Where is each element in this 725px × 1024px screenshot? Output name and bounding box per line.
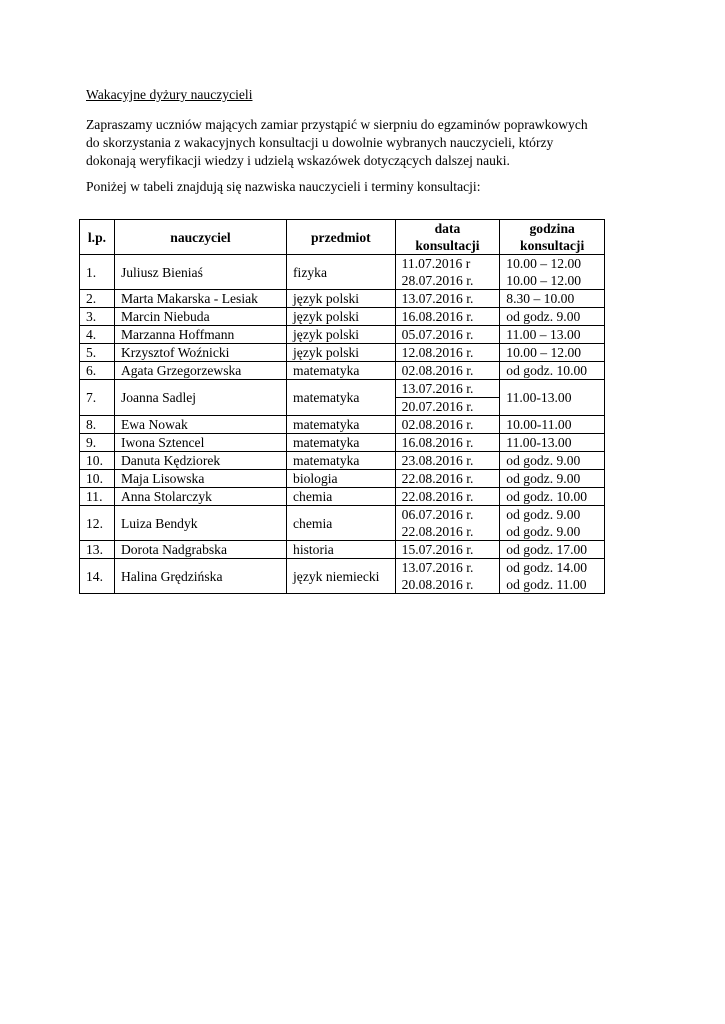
table-row <box>80 380 605 416</box>
cell-hour: od godz. 10.00 <box>500 362 605 380</box>
cell-hour-line: 10.00 – 12.00 <box>506 256 582 271</box>
cell-teacher: Anna Stolarczyk <box>114 488 286 506</box>
cell-date: 05.07.2016 r. <box>395 326 500 344</box>
cell-hour-line: od godz. 11.00 <box>506 577 587 592</box>
cell-teacher: Maja Lisowska <box>114 470 286 488</box>
table-row <box>80 308 605 326</box>
cell-subject: język polski <box>287 308 396 326</box>
cell-hour-line: od godz. 14.00 <box>506 560 588 575</box>
cell-lp: 1. <box>80 255 115 290</box>
cell-lp: 10. <box>80 470 115 488</box>
header-hour-line2: konsultacji <box>520 238 585 253</box>
cell-date: 22.08.2016 r. <box>395 470 500 488</box>
paragraph-line: dokonają weryfikacji wiedzy i udzielą wskazówek dotyczących dalszej nauki. <box>86 153 510 168</box>
table-row <box>80 416 605 434</box>
cell-lp: 14. <box>80 559 115 594</box>
cell-date <box>395 559 500 594</box>
cell-date <box>395 255 500 290</box>
cell-teacher: Krzysztof Woźnicki <box>114 344 286 362</box>
table-row <box>80 506 605 541</box>
cell-teacher: Agata Grzegorzewska <box>114 362 286 380</box>
cell-subject: język polski <box>287 326 396 344</box>
table-intro: Poniżej w tabeli znajdują się nazwiska nauczycieli i terminy konsultacji: <box>86 179 481 194</box>
cell-subject: matematyka <box>287 416 396 434</box>
cell-date: 22.08.2016 r. <box>395 488 500 506</box>
table-row <box>80 452 605 470</box>
cell-lp: 4. <box>80 326 115 344</box>
cell-teacher: Marcin Niebuda <box>114 308 286 326</box>
table-row <box>80 470 605 488</box>
cell-hour <box>500 559 605 594</box>
cell-lp: 8. <box>80 416 115 434</box>
cell-hour: 11.00 – 13.00 <box>500 326 605 344</box>
cell-lp: 2. <box>80 290 115 308</box>
cell-hour: od godz. 17.00 <box>500 541 605 559</box>
cell-date <box>395 506 500 541</box>
cell-teacher: Ewa Nowak <box>114 416 286 434</box>
document-title: Wakacyjne dyżury nauczycieli <box>86 87 253 102</box>
cell-date: 16.08.2016 r. <box>395 434 500 452</box>
paragraph-line: Zapraszamy uczniów mających zamiar przystąpić w sierpniu do egzaminów poprawkowych <box>86 117 588 132</box>
cell-lp: 11. <box>80 488 115 506</box>
cell-date-line: 28.07.2016 r. <box>401 273 474 288</box>
header-subject: przedmiot <box>287 220 396 255</box>
cell-date-line: 13.07.2016 r. <box>401 560 474 575</box>
cell-date: 12.08.2016 r. <box>395 344 500 362</box>
cell-hour: od godz. 9.00 <box>500 470 605 488</box>
cell-hour: 10.00 – 12.00 <box>500 344 605 362</box>
cell-subject: matematyka <box>287 362 396 380</box>
cell-subject: fizyka <box>287 255 396 290</box>
cell-teacher: Iwona Sztencel <box>114 434 286 452</box>
cell-hour: od godz. 9.00 <box>500 308 605 326</box>
cell-date: 16.08.2016 r. <box>395 308 500 326</box>
cell-date-line: 13.07.2016 r. <box>396 380 500 398</box>
cell-date <box>395 380 500 416</box>
cell-subject: historia <box>287 541 396 559</box>
schedule-table <box>79 219 605 594</box>
intro-paragraph <box>86 116 646 170</box>
table-row <box>80 541 605 559</box>
cell-teacher: Joanna Sadlej <box>114 380 286 416</box>
cell-date: 23.08.2016 r. <box>395 452 500 470</box>
cell-date-line: 11.07.2016 r <box>401 256 471 271</box>
cell-hour-line: od godz. 9.00 <box>506 524 581 539</box>
cell-date-line: 20.07.2016 r. <box>401 399 474 414</box>
cell-subject: matematyka <box>287 452 396 470</box>
cell-subject: język polski <box>287 290 396 308</box>
cell-teacher: Marta Makarska - Lesiak <box>114 290 286 308</box>
table-row <box>80 255 605 290</box>
cell-hour: 11.00-13.00 <box>500 434 605 452</box>
header-hour-line1: godzina <box>529 221 575 236</box>
header-date-line1: data <box>434 221 461 236</box>
header-date <box>395 220 500 255</box>
cell-hour: 11.00-13.00 <box>500 380 605 416</box>
cell-lp: 7. <box>80 380 115 416</box>
cell-date-line: 20.08.2016 r. <box>401 577 474 592</box>
header-hour <box>500 220 605 255</box>
table-row <box>80 326 605 344</box>
table-row <box>80 362 605 380</box>
table-row <box>80 559 605 594</box>
table-row <box>80 290 605 308</box>
cell-lp: 6. <box>80 362 115 380</box>
cell-hour <box>500 255 605 290</box>
table-row <box>80 344 605 362</box>
table-row <box>80 434 605 452</box>
cell-subject: biologia <box>287 470 396 488</box>
cell-lp: 13. <box>80 541 115 559</box>
cell-date: 13.07.2016 r. <box>395 290 500 308</box>
cell-teacher: Luiza Bendyk <box>114 506 286 541</box>
cell-subject: chemia <box>287 488 396 506</box>
header-lp: l.p. <box>80 220 115 255</box>
cell-date: 02.08.2016 r. <box>395 362 500 380</box>
cell-lp: 12. <box>80 506 115 541</box>
cell-lp: 9. <box>80 434 115 452</box>
cell-teacher: Dorota Nadgrabska <box>114 541 286 559</box>
cell-teacher: Marzanna Hoffmann <box>114 326 286 344</box>
cell-hour-line: od godz. 9.00 <box>506 507 581 522</box>
table-body <box>80 255 605 594</box>
cell-teacher: Halina Grędzińska <box>114 559 286 594</box>
cell-hour-line: 10.00 – 12.00 <box>506 273 582 288</box>
document-body <box>86 86 646 206</box>
cell-hour <box>500 506 605 541</box>
cell-hour: 8.30 – 10.00 <box>500 290 605 308</box>
cell-hour: 10.00-11.00 <box>500 416 605 434</box>
cell-subject: matematyka <box>287 380 396 416</box>
header-teacher: nauczyciel <box>114 220 286 255</box>
cell-lp: 5. <box>80 344 115 362</box>
cell-date: 02.08.2016 r. <box>395 416 500 434</box>
cell-subject: język polski <box>287 344 396 362</box>
cell-date-line: 06.07.2016 r. <box>401 507 474 522</box>
header-date-line2: konsultacji <box>415 238 480 253</box>
cell-date-line: 22.08.2016 r. <box>401 524 474 539</box>
cell-date: 15.07.2016 r. <box>395 541 500 559</box>
cell-teacher: Juliusz Bieniaś <box>114 255 286 290</box>
cell-subject: matematyka <box>287 434 396 452</box>
cell-subject: chemia <box>287 506 396 541</box>
cell-hour: od godz. 10.00 <box>500 488 605 506</box>
paragraph-line: do skorzystania z wakacyjnych konsultacji u dowolnie wybranych nauczycieli, którzy <box>86 135 554 150</box>
cell-subject: język niemiecki <box>287 559 396 594</box>
table-header-row <box>80 220 605 255</box>
cell-teacher: Danuta Kędziorek <box>114 452 286 470</box>
table-row <box>80 488 605 506</box>
cell-lp: 3. <box>80 308 115 326</box>
cell-lp: 10. <box>80 452 115 470</box>
cell-hour: od godz. 9.00 <box>500 452 605 470</box>
